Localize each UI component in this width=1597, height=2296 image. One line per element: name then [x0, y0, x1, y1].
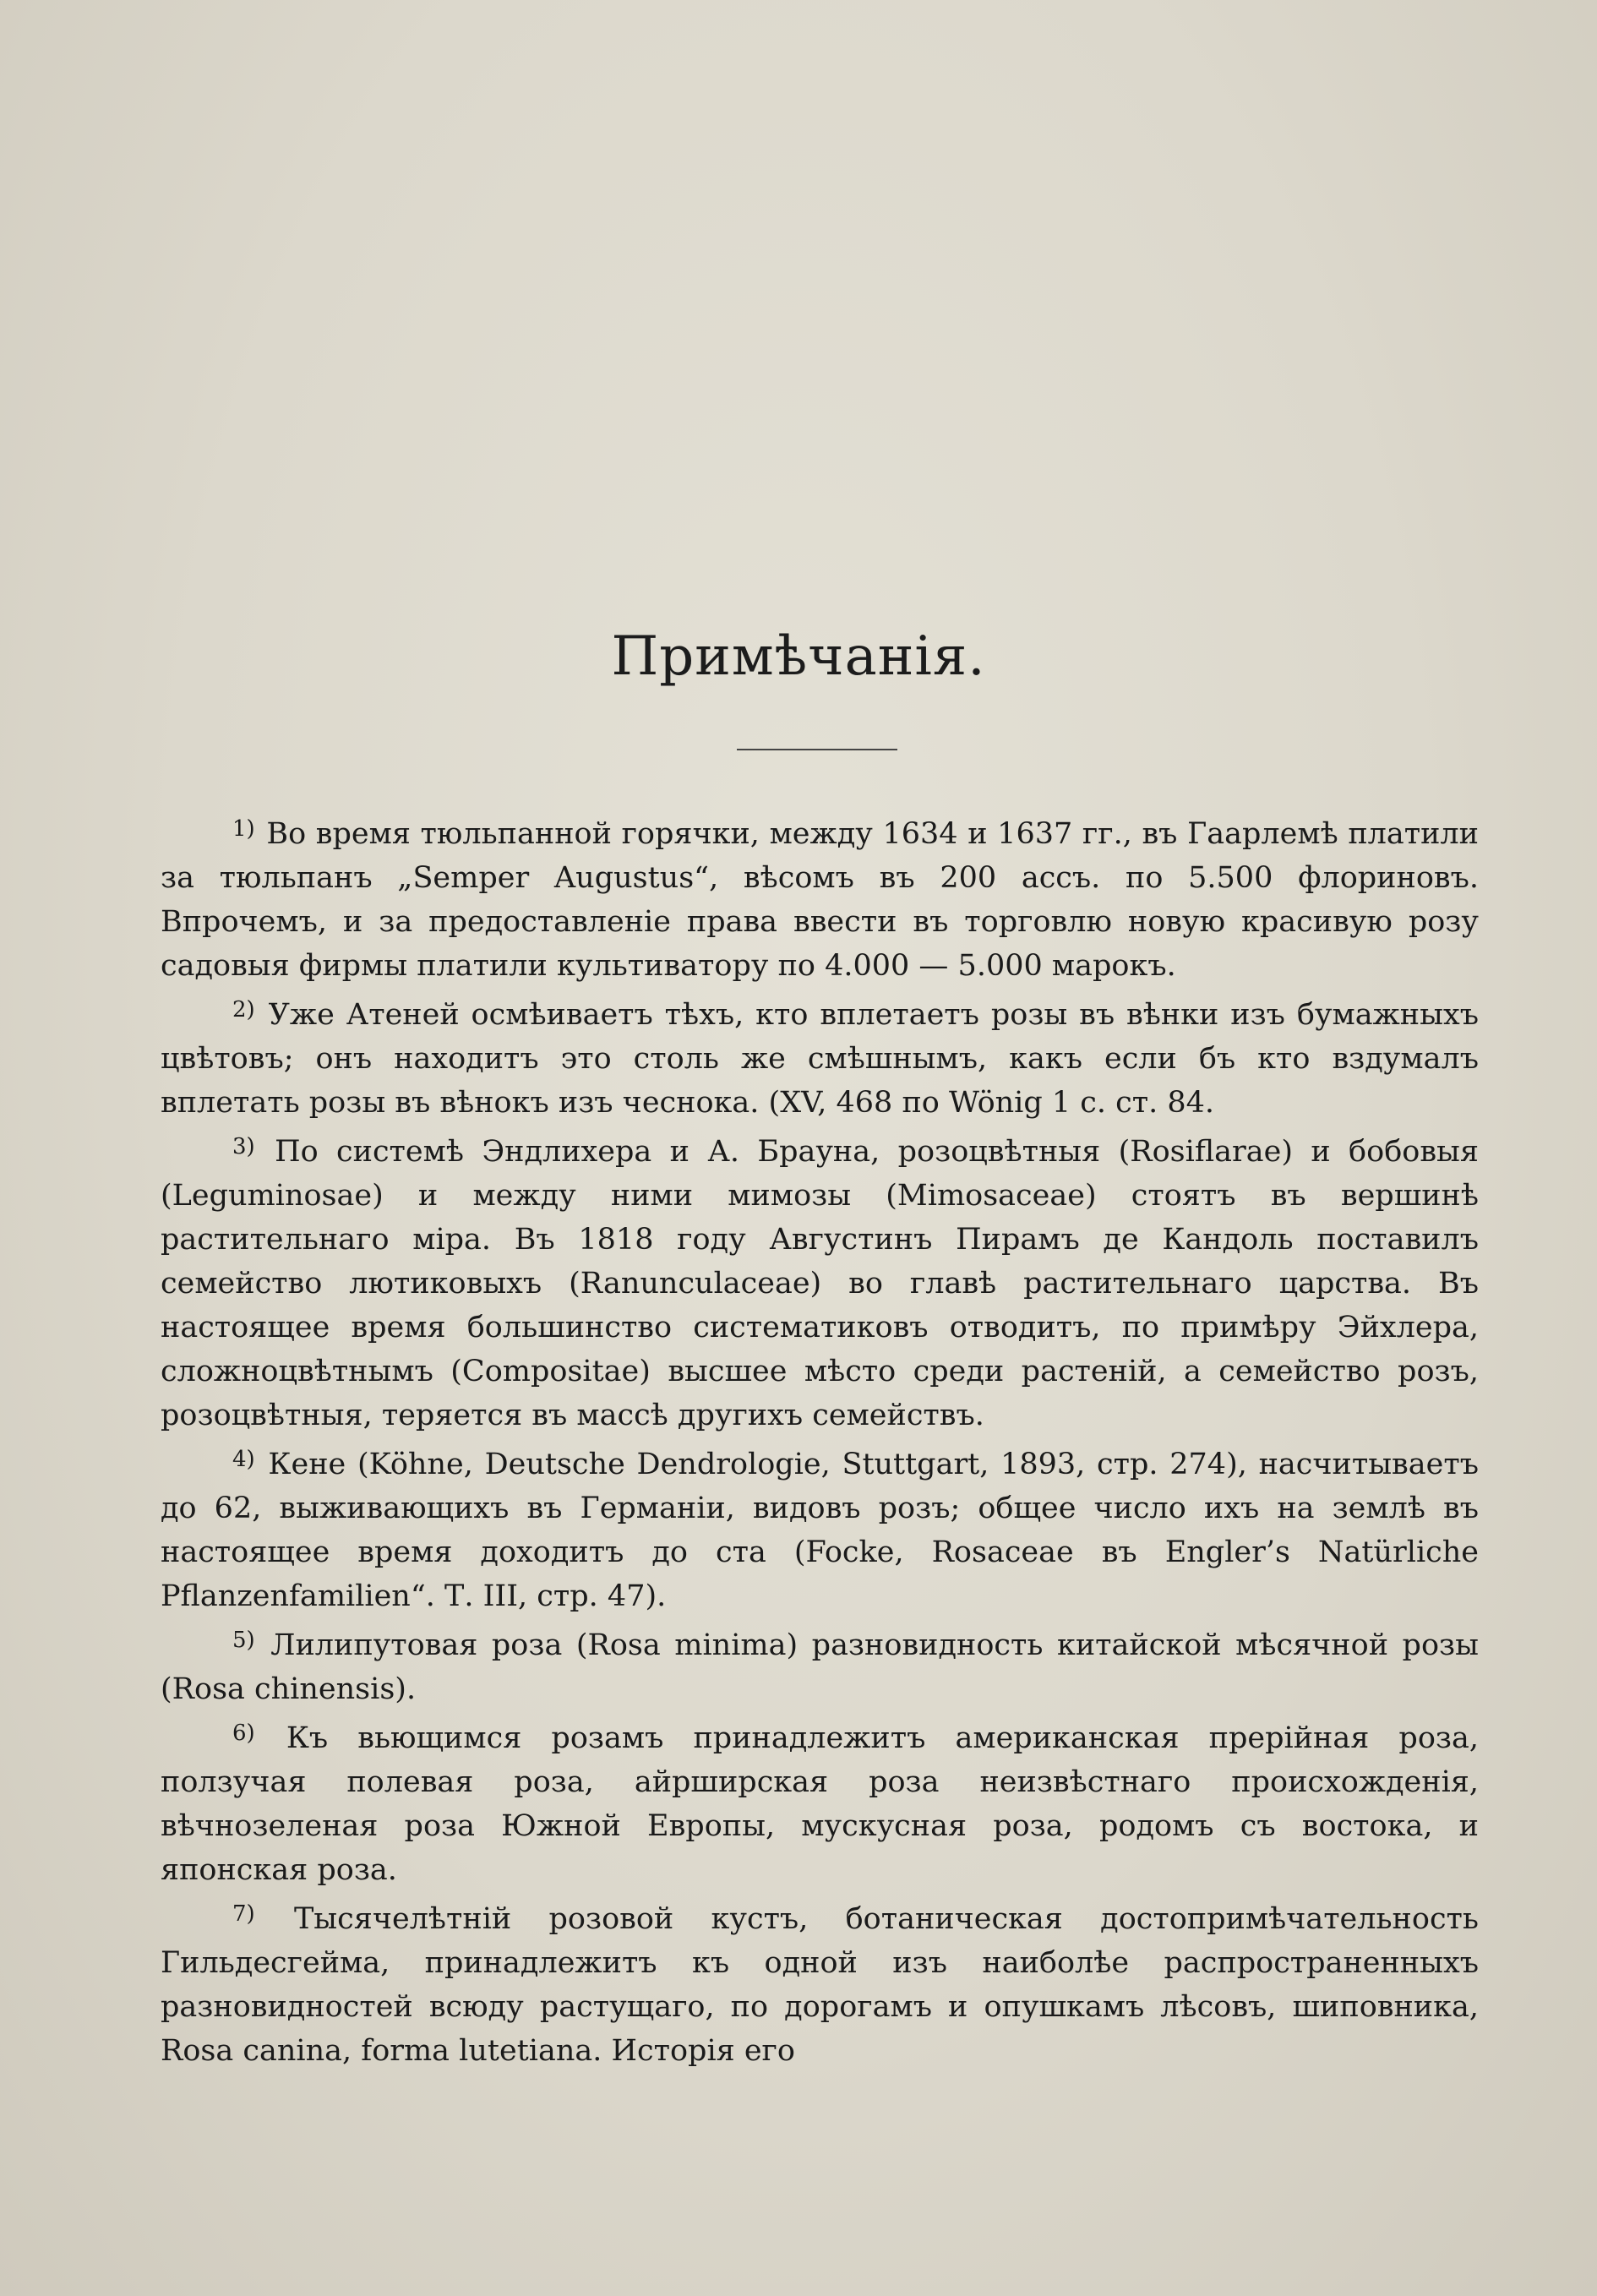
footnotes-section [161, 807, 1479, 2073]
footnote-number: 4) [232, 1447, 255, 1472]
footnote-text: По системѣ Эндлихера и А. Брауна, розоцвѣтныя (Rosiflarae) и бобовыя (Leguminosae) и между ними мимозы (Mimosaceae) стоятъ въ вершинѣ растительнаго міра. Въ 1818 году Августинъ Пирамъ де Кандоль поставилъ семейство лютиковыхъ (Ranunculaceae) во главѣ растительнаго царства. Въ настоящее время большинство систематиковъ отводитъ, по примѣру Эйхлера, сложноцвѣтнымъ (Compositae) высшее мѣсто среди растеній, а семейство розъ, розоцвѣтныя, теряется въ массѣ другихъ семействъ. [161, 1135, 1479, 1432]
footnote-text: Лилипутовая роза (Rosa minima) разновидность китайской мѣсячной розы (Rosa chinensis). [161, 1628, 1479, 1706]
footnote-4 [161, 1437, 1479, 1618]
page-title: Примѣчанія. [611, 625, 986, 688]
footnote-6 [161, 1711, 1479, 1892]
title-divider [737, 749, 897, 750]
footnote-1 [161, 807, 1479, 988]
footnote-3 [161, 1125, 1479, 1437]
footnote-text: Тысячелѣтній розовой кустъ, ботаническая достопримѣчательность Гильдесгейма, принадлежитъ къ одной изъ наиболѣе распространенныхъ разновидностей всюду растущаго, по дорогамъ и опушкамъ лѣсовъ, шиповника, Rosa canina, forma lutetiana. Исторія его [161, 1902, 1479, 2068]
footnote-text: Во время тюльпанной горячки, между 1634 и 1637 гг., въ Гаарлемѣ платили за тюльпанъ „Semper Augustus“, вѣсомъ въ 200 ассъ. по 5.500 флориновъ. Впрочемъ, и за предоставленіе права ввести въ торговлю новую красивую розу садовыя фирмы платили культиватору по 4.000 — 5.000 марокъ. [161, 817, 1479, 983]
footnote-number: 1) [232, 816, 255, 842]
footnote-7 [161, 1892, 1479, 2073]
footnote-text: Кене (Köhne, Deutsche Dendrologie, Stuttgart, 1893, стр. 274), насчитываетъ до 62, выживающихъ въ Германіи, видовъ розъ; общее число ихъ на землѣ въ настоящее время доходитъ до ста (Focke, Rosaceae въ Engler’s Natürliche Pflanzenfamilien“. Т. III, стр. 47). [161, 1448, 1479, 1613]
footnote-5 [161, 1618, 1479, 1711]
footnote-number: 7) [232, 1901, 255, 1927]
footnote-text: Къ вьющимся розамъ принадлежитъ американская прерійная роза, ползучая полевая роза, айрширская роза неизвѣстнаго происхожденія, вѣчнозеленая роза Южной Европы, мускусная роза, родомъ съ востока, и японская роза. [161, 1721, 1479, 1887]
footnote-text: Уже Атеней осмѣиваетъ тѣхъ, кто вплетаетъ розы въ вѣнки изъ бумажныхъ цвѣтовъ; онъ находитъ это столь же смѣшнымъ, какъ если бъ кто вздумалъ вплетать розы въ вѣнокъ изъ чеснока. (XV, 468 по Wönig 1 с. ст. 84. [161, 998, 1479, 1120]
footnote-number: 5) [232, 1628, 255, 1653]
footnote-number: 6) [232, 1721, 255, 1746]
footnote-2 [161, 988, 1479, 1125]
footnote-number: 2) [232, 997, 255, 1023]
footnote-number: 3) [232, 1134, 255, 1159]
